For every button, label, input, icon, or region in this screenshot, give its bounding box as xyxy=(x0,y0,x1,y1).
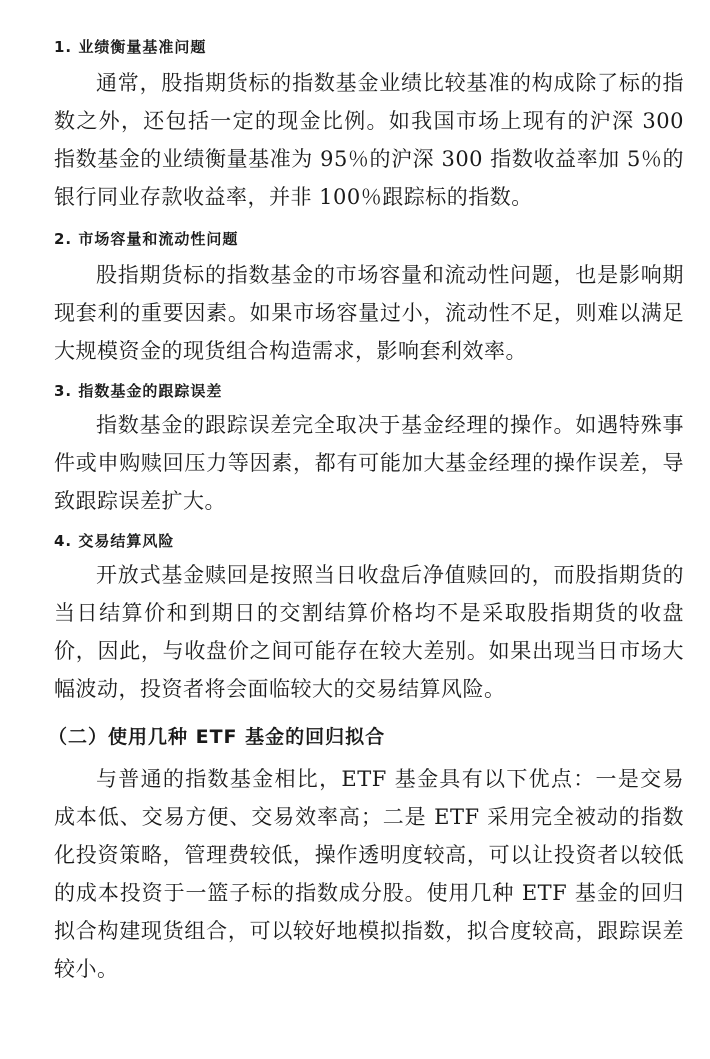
section-body-2: 股指期货标的指数基金的市场容量和流动性问题，也是影响期现套利的重要因素。如果市场容量过小，流动性不足，则难以满足大规模资金的现货组合构造需求，影响套利效率。 xyxy=(54,263,684,363)
subsection-body: 与普通的指数基金相比，ETF 基金具有以下优点：一是交易成本低、交易方便、交易效率高；二是 ETF 采用完全被动的指数化投资策略，管理费较低，操作透明度较高，可以让投资者以较低的成本投资于一篮子标的指数成分股。使用几种 ETF 基金的回归拟合构建现货组合，可以较好地模拟指数，拟合度较高，跟踪误差较小。 xyxy=(54,767,684,981)
subsection-heading: （二）使用几种 ETF 基金的回归拟合 xyxy=(48,726,386,748)
section-title-4: 4. 交易结算风险 xyxy=(54,532,175,550)
section-title-2: 2. 市场容量和流动性问题 xyxy=(54,230,239,248)
section-body-1: 通常，股指期货标的指数基金业绩比较基准的构成除了标的指数之外，还包括一定的现金比例。如我国市场上现有的沪深 300 指数基金的业绩衡量基准为 95％的沪深 300 指数收益率加 5％的银行同业存款收益率，并非 100％跟踪标的指数。 xyxy=(54,71,684,209)
section-title-1: 1. 业绩衡量基准问题 xyxy=(54,38,207,56)
section-body-3: 指数基金的跟踪误差完全取决于基金经理的操作。如遇特殊事件或申购赎回压力等因素，都有可能加大基金经理的操作误差，导致跟踪误差扩大。 xyxy=(54,413,684,513)
section-body-4: 开放式基金赎回是按照当日收盘后净值赎回的，而股指期货的当日结算价和到期日的交割结算价格均不是采取股指期货的收盘价，因此，与收盘价之间可能存在较大差别。如果出现当日市场大幅波动，投资者将会面临较大的交易结算风险。 xyxy=(54,563,684,701)
section-title-3: 3. 指数基金的跟踪误差 xyxy=(54,382,223,400)
